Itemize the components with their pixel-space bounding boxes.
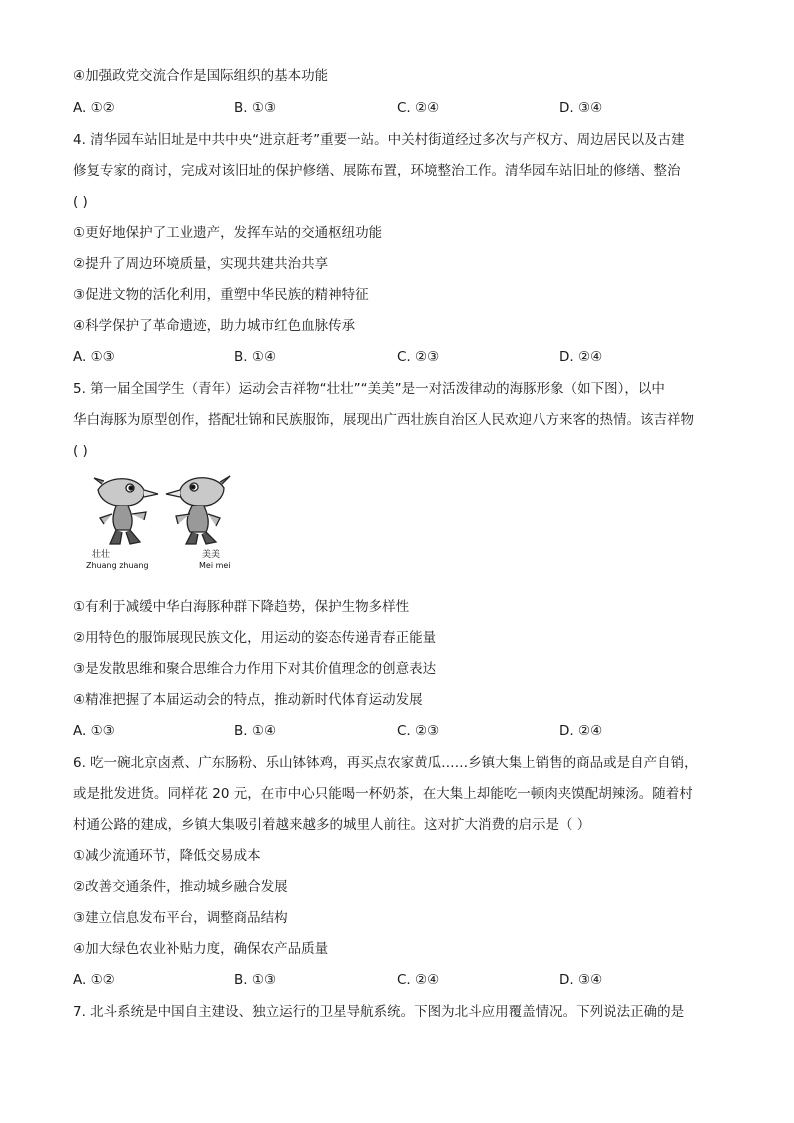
option-a[interactable]: A. ①③ xyxy=(73,349,115,365)
options-row-q6 xyxy=(73,971,713,989)
statement-4-prev: ④加强政党交流合作是国际组织的基本功能 xyxy=(73,68,329,84)
q4-statement-4: ④科学保护了革命遗迹，助力城市红色血脉传承 xyxy=(73,318,356,334)
question-4-blank: ( ) xyxy=(73,194,88,210)
option-b[interactable]: B. ①④ xyxy=(234,723,277,739)
dolphin-mascots-image xyxy=(86,470,236,550)
options-row-q5 xyxy=(73,722,713,740)
q6-statement-2: ②改善交通条件，推动城乡融合发展 xyxy=(73,879,288,895)
option-c[interactable]: C. ②③ xyxy=(397,723,440,739)
option-d[interactable]: D. ③④ xyxy=(559,100,603,116)
option-c[interactable]: C. ②④ xyxy=(397,100,440,116)
option-c[interactable]: C. ②④ xyxy=(397,972,440,988)
option-a[interactable]: A. ①② xyxy=(73,100,115,116)
question-6-stem-cont: 或是批发进货。同样花 20 元，在市中心只能喝一杯奶茶，在大集上却能吃一顿肉夹馍配胡辣汤。随着村 xyxy=(73,786,693,802)
mascot-right-pinyin: Mei mei xyxy=(199,561,231,570)
option-b[interactable]: B. ①③ xyxy=(234,972,277,988)
q4-statement-2: ②提升了周边环境质量，实现共建共治共享 xyxy=(73,256,329,272)
q5-statement-2: ②用特色的服饰展现民族文化，用运动的姿态传递青春正能量 xyxy=(73,630,437,646)
mascot-left-pinyin: Zhuang zhuang xyxy=(86,561,149,570)
question-7-stem: 7. 北斗系统是中国自主建设、独立运行的卫星导航系统。下图为北斗应用覆盖情况。下列说法正确的是 xyxy=(73,1004,685,1020)
question-5-stem: 5. 第一届全国学生（青年）运动会吉祥物“壮壮”“美美”是一对活泼律动的海豚形象（如下图），以中 xyxy=(73,381,665,397)
mascot-figure xyxy=(86,470,236,575)
option-d[interactable]: D. ②④ xyxy=(559,349,603,365)
q4-statement-1: ①更好地保护了工业遗产，发挥车站的交通枢纽功能 xyxy=(73,225,383,241)
question-4-stem: 4. 清华园车站旧址是中共中央“进京赶考”重要一站。中关村街道经过多次与产权方、周边居民以及古建 xyxy=(73,132,685,148)
question-4-stem-cont: 修复专家的商讨，完成对该旧址的保护修缮、展陈布置，环境整治工作。清华园车站旧址的修缮、整治 xyxy=(73,163,681,179)
option-b[interactable]: B. ①④ xyxy=(234,349,277,365)
option-d[interactable]: D. ③④ xyxy=(559,972,603,988)
option-d[interactable]: D. ②④ xyxy=(559,723,603,739)
options-row-q4 xyxy=(73,348,713,366)
q4-statement-3: ③促进文物的活化利用，重塑中华民族的精神特征 xyxy=(73,287,369,303)
question-5-blank: ( ) xyxy=(73,443,88,459)
options-row-q3 xyxy=(73,99,713,117)
q5-statement-3: ③是发散思维和聚合思维合力作用下对其价值理念的创意表达 xyxy=(73,661,437,677)
mascot-left-name: 壮壮 xyxy=(92,550,111,560)
q5-statement-4: ④精准把握了本届运动会的特点，推动新时代体育运动发展 xyxy=(73,692,423,708)
q5-statement-1: ①有利于减缓中华白海豚种群下降趋势，保护生物多样性 xyxy=(73,599,410,615)
q6-statement-3: ③建立信息发布平台，调整商品结构 xyxy=(73,910,288,926)
mascot-right-name: 美美 xyxy=(202,550,221,560)
q6-statement-1: ①减少流通环节，降低交易成本 xyxy=(73,848,261,864)
question-5-stem-cont: 华白海豚为原型创作，搭配壮锦和民族服饰，展现出广西壮族自治区人民欢迎八方来客的热情。该吉祥物 xyxy=(73,412,694,428)
question-6-stem-end: 村通公路的建成，乡镇大集吸引着越来越多的城里人前往。这对扩大消费的启示是（ ） xyxy=(73,817,591,833)
q6-statement-4: ④加大绿色农业补贴力度，确保农产品质量 xyxy=(73,941,329,957)
option-c[interactable]: C. ②③ xyxy=(397,349,440,365)
question-6-stem: 6. 吃一碗北京卤煮、广东肠粉、乐山钵钵鸡，再买点农家黄瓜……乡镇大集上销售的商品或是自产自销， xyxy=(73,755,698,771)
option-a[interactable]: A. ①③ xyxy=(73,723,115,739)
option-b[interactable]: B. ①③ xyxy=(234,100,277,116)
option-a[interactable]: A. ①② xyxy=(73,972,115,988)
